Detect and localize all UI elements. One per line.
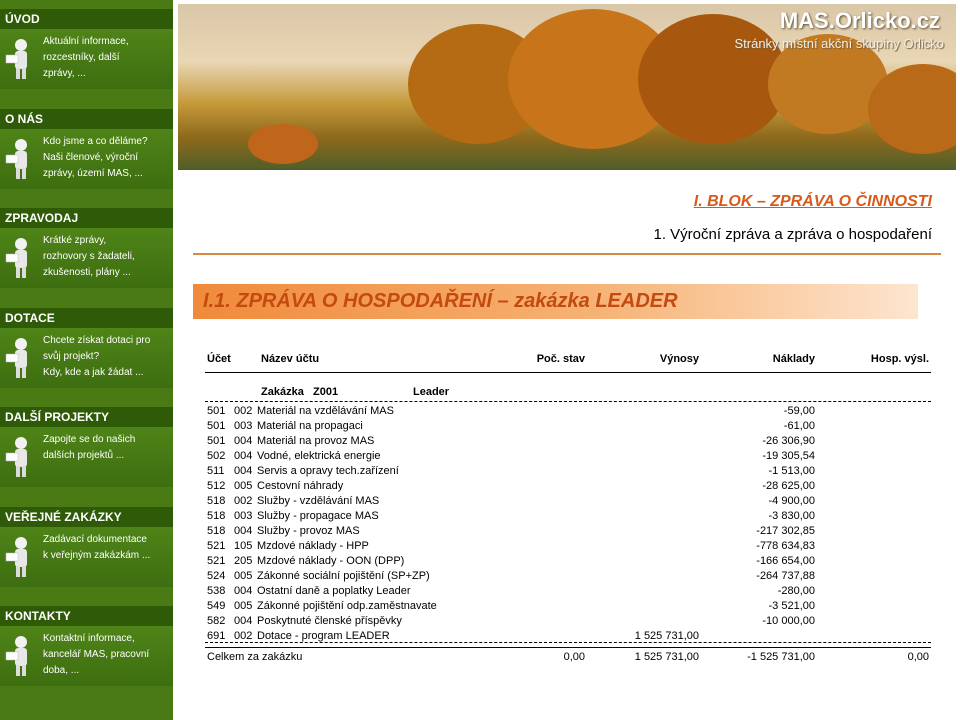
header-rule bbox=[205, 372, 931, 373]
account-name: Materiál na vzdělávání MAS bbox=[257, 405, 394, 417]
sidebar-description-line: Zapojte se do našich bbox=[43, 434, 136, 445]
account-name: Materiál na propagaci bbox=[257, 420, 363, 432]
account-sub: 004 bbox=[234, 585, 253, 597]
account-sub: 105 bbox=[234, 540, 253, 552]
signpost-icon bbox=[4, 37, 38, 81]
sidebar-description-line: Naši členové, výroční bbox=[43, 151, 139, 163]
costs-cell: -61,00 bbox=[783, 420, 815, 432]
sidebar-section-body bbox=[0, 129, 173, 189]
table-row bbox=[205, 509, 931, 524]
costs-cell: -3 521,00 bbox=[768, 600, 815, 612]
account-main: 582 bbox=[207, 615, 226, 627]
table-row bbox=[205, 569, 931, 584]
section-title: I.1. ZPRÁVA O HOSPODAŘENÍ – zakázka LEADER bbox=[203, 290, 678, 312]
sidebar-section-description[interactable] bbox=[43, 333, 168, 381]
costs-cell: -1 513,00 bbox=[768, 465, 815, 477]
reading-figure-icon bbox=[4, 137, 38, 181]
costs-cell: -59,00 bbox=[783, 405, 815, 417]
account-sub: 003 bbox=[234, 420, 253, 432]
account-name: Dotace - program LEADER bbox=[257, 630, 390, 642]
sidebar-description-line: svůj projekt? bbox=[43, 350, 100, 362]
order-code: Z001 bbox=[313, 386, 339, 398]
table-row bbox=[205, 524, 931, 539]
sidebar-description-line: zprávy, území MAS, ... bbox=[43, 167, 143, 179]
money-figure-icon bbox=[4, 336, 38, 380]
table-row bbox=[205, 539, 931, 554]
total-label: Celkem za zakázku bbox=[207, 651, 303, 663]
col-header-name: Název účtu bbox=[261, 353, 320, 365]
account-main: 502 bbox=[207, 450, 226, 462]
table-row bbox=[205, 554, 931, 569]
col-header-result: Hosp. výsl. bbox=[870, 353, 929, 365]
sidebar-section-body bbox=[0, 228, 173, 288]
sidebar-section-description[interactable] bbox=[43, 233, 168, 281]
costs-cell: -217 302,85 bbox=[756, 525, 815, 537]
col-header-account: Účet bbox=[207, 353, 231, 365]
sidebar-description-line: kancelář MAS, pracovní bbox=[43, 649, 150, 660]
sidebar-description-line: rozhovory s žadateli, bbox=[43, 251, 135, 262]
revenue-cell: 1 525 731,00 bbox=[634, 630, 699, 642]
sidebar-description-line: Kontaktní informace, bbox=[43, 633, 135, 644]
costs-cell: -280,00 bbox=[777, 585, 815, 597]
account-sub: 002 bbox=[234, 630, 253, 642]
account-main: 511 bbox=[207, 465, 225, 477]
account-sub: 002 bbox=[234, 495, 253, 507]
account-sub: 004 bbox=[234, 435, 253, 447]
header-banner bbox=[178, 4, 956, 170]
account-sub: 004 bbox=[234, 525, 253, 537]
juggling-figure-icon bbox=[4, 435, 38, 479]
order-label: Zakázka bbox=[261, 386, 304, 398]
account-main: 501 bbox=[207, 420, 226, 432]
email-figure-icon bbox=[4, 634, 38, 678]
account-sub: 004 bbox=[234, 465, 253, 477]
sidebar-section-title[interactable]: DALŠÍ PROJEKTY bbox=[0, 407, 173, 427]
sidebar-section-title[interactable]: VEŘEJNÉ ZAKÁZKY bbox=[0, 507, 173, 527]
sidebar-section-body bbox=[0, 527, 173, 587]
sidebar-section-title[interactable]: DOTACE bbox=[0, 308, 173, 328]
account-sub: 005 bbox=[234, 480, 253, 492]
dashed-rule bbox=[205, 642, 931, 643]
account-main: 512 bbox=[207, 480, 226, 492]
divider bbox=[193, 253, 941, 255]
costs-cell: -19 305,54 bbox=[762, 450, 815, 462]
account-sub: 002 bbox=[234, 405, 253, 417]
account-name: Mzdové náklady - HPP bbox=[257, 540, 369, 552]
table-row bbox=[205, 449, 931, 464]
table-row bbox=[205, 599, 931, 614]
sidebar bbox=[0, 0, 173, 720]
table-row bbox=[205, 494, 931, 509]
account-main: 501 bbox=[207, 405, 226, 417]
sidebar-description-line: rozcestníky, další bbox=[43, 52, 120, 63]
col-header-costs: Náklady bbox=[772, 353, 815, 365]
sidebar-section-description[interactable] bbox=[43, 134, 168, 182]
section-title-bar bbox=[193, 284, 918, 319]
costs-cell: -4 900,00 bbox=[768, 495, 815, 507]
account-sub: 003 bbox=[234, 510, 253, 522]
account-name: Služby - provoz MAS bbox=[257, 525, 360, 537]
documents-figure-icon bbox=[4, 535, 38, 579]
banner-tree bbox=[248, 124, 318, 164]
account-name: Vodné, elektrická energie bbox=[257, 450, 381, 462]
table-row bbox=[205, 479, 931, 494]
account-name: Zákonné sociální pojištění (SP+ZP) bbox=[257, 570, 430, 582]
table-row bbox=[205, 584, 931, 599]
account-main: 524 bbox=[207, 570, 226, 582]
sidebar-section-title[interactable]: O NÁS bbox=[0, 109, 173, 129]
account-main: 538 bbox=[207, 585, 226, 597]
account-main: 501 bbox=[207, 435, 226, 447]
account-name: Poskytnuté členské příspěvky bbox=[257, 615, 402, 627]
sidebar-description-line: Zadávací dokumentace bbox=[43, 533, 147, 545]
account-main: 518 bbox=[207, 525, 226, 537]
sidebar-description-line: dalších projektů ... bbox=[43, 450, 125, 461]
col-header-initial: Poč. stav bbox=[536, 353, 585, 365]
account-name: Ostatní daně a poplatky Leader bbox=[257, 585, 411, 597]
total-rule bbox=[205, 647, 931, 648]
account-main: 518 bbox=[207, 510, 226, 522]
site-title[interactable]: MAS.Orlicko.cz bbox=[779, 8, 940, 33]
total-costs: -1 525 731,00 bbox=[747, 651, 815, 663]
sidebar-section-title[interactable]: KONTAKTY bbox=[0, 606, 173, 626]
costs-cell: -28 625,00 bbox=[762, 480, 815, 492]
sidebar-section-title[interactable]: ZPRAVODAJ bbox=[0, 208, 173, 228]
sidebar-description-line: zprávy, ... bbox=[43, 68, 86, 79]
account-sub: 004 bbox=[234, 615, 253, 627]
account-name: Materiál na provoz MAS bbox=[257, 435, 375, 447]
sidebar-section-body bbox=[0, 626, 173, 686]
table-row bbox=[205, 614, 931, 629]
col-header-revenue: Výnosy bbox=[659, 353, 699, 365]
sidebar-description-line: zkušenosti, plány ... bbox=[43, 267, 131, 278]
account-name: Služby - propagace MAS bbox=[257, 510, 379, 522]
table-row bbox=[205, 434, 931, 449]
costs-cell: -166 654,00 bbox=[756, 555, 815, 567]
account-name: Zákonné pojištění odp.zaměstnavate bbox=[257, 600, 437, 612]
order-name: Leader bbox=[413, 386, 450, 398]
sidebar-description-line: Kdy, kde a jak žádat ... bbox=[43, 366, 144, 378]
costs-cell: -26 306,90 bbox=[762, 435, 815, 447]
sidebar-section-description[interactable] bbox=[43, 631, 168, 679]
account-name: Servis a opravy tech.zařízení bbox=[257, 465, 399, 477]
total-result: 0,00 bbox=[907, 651, 929, 663]
order-line bbox=[205, 386, 931, 400]
sidebar-description-line: Chcete získat dotaci pro bbox=[43, 334, 151, 346]
account-main: 521 bbox=[207, 540, 226, 552]
banner-tree bbox=[638, 14, 788, 144]
costs-cell: -264 737,88 bbox=[756, 570, 815, 582]
block-subtitle: 1. Výroční zpráva a zpráva o hospodaření bbox=[653, 226, 932, 243]
sidebar-section-body bbox=[0, 29, 173, 89]
news-figure-icon bbox=[4, 236, 38, 280]
sidebar-description-line: k veřejným zakázkám ... bbox=[43, 549, 151, 561]
account-main: 521 bbox=[207, 555, 226, 567]
table-row bbox=[205, 464, 931, 479]
site-subtitle: Stránky místní akční skupiny Orlicko bbox=[734, 36, 944, 51]
sidebar-section-title[interactable]: ÚVOD bbox=[0, 9, 173, 29]
costs-cell: -778 634,83 bbox=[756, 540, 815, 552]
table-row bbox=[205, 404, 931, 419]
sidebar-section-description[interactable] bbox=[43, 432, 168, 464]
sidebar-description-line: doba, ... bbox=[43, 665, 80, 676]
account-name: Mzdové náklady - OON (DPP) bbox=[257, 555, 405, 567]
sidebar-section-description[interactable] bbox=[43, 532, 168, 564]
sidebar-section-body bbox=[0, 328, 173, 388]
sidebar-section-description[interactable] bbox=[43, 34, 168, 82]
total-revenue: 1 525 731,00 bbox=[634, 651, 699, 663]
dashed-rule bbox=[205, 401, 931, 402]
costs-cell: -3 830,00 bbox=[768, 510, 815, 522]
sidebar-description-line: Aktuální informace, bbox=[43, 36, 129, 47]
sidebar-description-line: Krátké zprávy, bbox=[43, 235, 107, 246]
account-sub: 005 bbox=[234, 600, 253, 612]
account-sub: 005 bbox=[234, 570, 253, 582]
sidebar-section-body bbox=[0, 427, 173, 487]
costs-cell: -10 000,00 bbox=[762, 615, 815, 627]
table-row bbox=[205, 419, 931, 434]
account-sub: 205 bbox=[234, 555, 253, 567]
block-title: I. BLOK – ZPRÁVA O ČINNOSTI bbox=[693, 193, 932, 210]
account-main: 691 bbox=[207, 630, 226, 642]
account-name: Služby - vzdělávání MAS bbox=[257, 495, 380, 507]
total-row bbox=[205, 650, 931, 665]
account-main: 518 bbox=[207, 495, 226, 507]
account-name: Cestovní náhrady bbox=[257, 480, 344, 492]
sidebar-description-line: Kdo jsme a co děláme? bbox=[43, 135, 148, 147]
account-main: 549 bbox=[207, 600, 226, 612]
total-initial: 0,00 bbox=[563, 651, 585, 663]
account-sub: 004 bbox=[234, 450, 253, 462]
